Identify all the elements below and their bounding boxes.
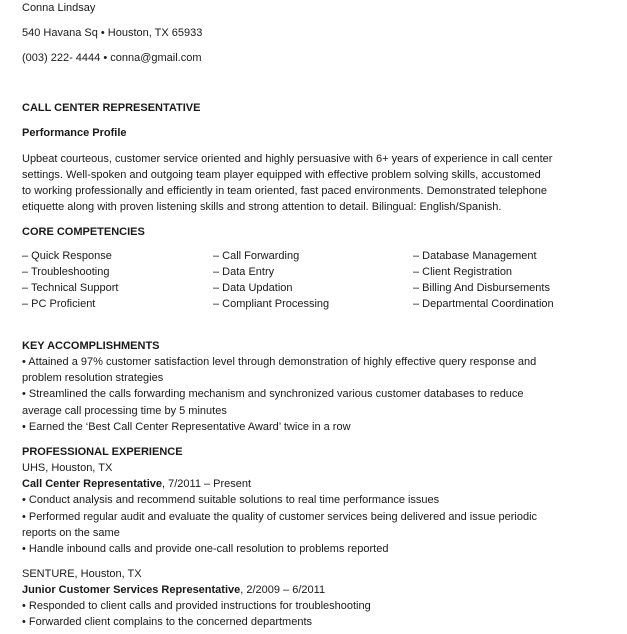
profile-line: Upbeat courteous, customer service oriented and highly persuasive with 6+ years of experience in call center [22, 153, 553, 165]
competency-item: – Database Management [413, 250, 537, 262]
job-dates: , 7/2011 – Present [162, 478, 252, 490]
accomplishments-heading: KEY ACCOMPLISHMENTS [22, 340, 160, 352]
job-title-line [22, 477, 251, 491]
competency-item: – Data Updation [213, 282, 293, 294]
competencies-column [213, 248, 329, 312]
job-duty: • Forwarded client complains to the concerned departments [22, 616, 313, 628]
accomplishment-line: • Streamlined the calls forwarding mechanism and synchronized various customer databases to reduce [22, 388, 524, 400]
competency-item: – Client Registration [413, 266, 513, 278]
job-company: UHS, Houston, TX [22, 462, 113, 474]
accomplishment-line: • Earned the ‘Best Call Center Representative Award’ twice in a row [22, 421, 351, 433]
competencies-heading: CORE COMPETENCIES [22, 226, 145, 238]
competency-item: – PC Proficient [22, 298, 96, 310]
job-duty: • Conduct analysis and recommend suitable solutions to real time performance issues [22, 494, 440, 506]
accomplishment-line: • Attained a 97% customer satisfaction level through demonstration of highly effective query response and [22, 356, 537, 368]
competency-item: – Troubleshooting [22, 266, 110, 278]
contact-address: 540 Havana Sq • Houston, TX 65933 [22, 27, 203, 39]
profile-heading: Performance Profile [22, 127, 127, 139]
job-duty: • Responded to client calls and provided instructions for troubleshooting [22, 600, 371, 612]
job-duty: • Handle inbound calls and provide one-call resolution to problems reported [22, 543, 389, 555]
job-duty: • Performed regular audit and evaluate the quality of customer services being delivered and issue periodic [22, 511, 538, 523]
competency-item: – Technical Support [22, 282, 119, 294]
competency-item: – Compliant Processing [213, 298, 330, 310]
job-title-line [22, 583, 325, 597]
competencies-column [413, 248, 554, 312]
competency-item: – Billing And Disbursements [413, 282, 550, 294]
competency-item: – Data Entry [213, 266, 275, 278]
job-role: Junior Customer Services Representative [22, 584, 241, 596]
accomplishment-line: problem resolution strategies [22, 372, 164, 384]
profile-line: to working professionally and efficiently in team oriented, fast paced environments. Demonstrated telephone [22, 185, 548, 197]
contact-name: Conna Lindsay [22, 2, 96, 14]
job-company: SENTURE, Houston, TX [22, 568, 142, 580]
job-role: Call Center Representative [22, 478, 162, 490]
profile-line: etiquette along with proven listening skills and strong attention to detail. Bilingual: English/Spanish. [22, 201, 502, 213]
experience-heading: PROFESSIONAL EXPERIENCE [22, 446, 183, 458]
competency-item: – Quick Response [22, 250, 112, 262]
job-dates: , 2/2009 – 6/2011 [240, 584, 326, 596]
contact-phone-email: (003) 222- 4444 • conna@gmail.com [22, 52, 202, 64]
job-duty: reports on the same [22, 527, 120, 539]
accomplishment-line: average call processing time by 5 minutes [22, 405, 227, 417]
competency-item: – Departmental Coordination [413, 298, 554, 310]
competency-item: – Call Forwarding [213, 250, 300, 262]
resume-title: CALL CENTER REPRESENTATIVE [22, 102, 201, 114]
profile-line: settings. Well-spoken and outgoing team player equipped with effective problem solving skills, accustomed [22, 169, 541, 181]
competencies-column [22, 248, 118, 312]
